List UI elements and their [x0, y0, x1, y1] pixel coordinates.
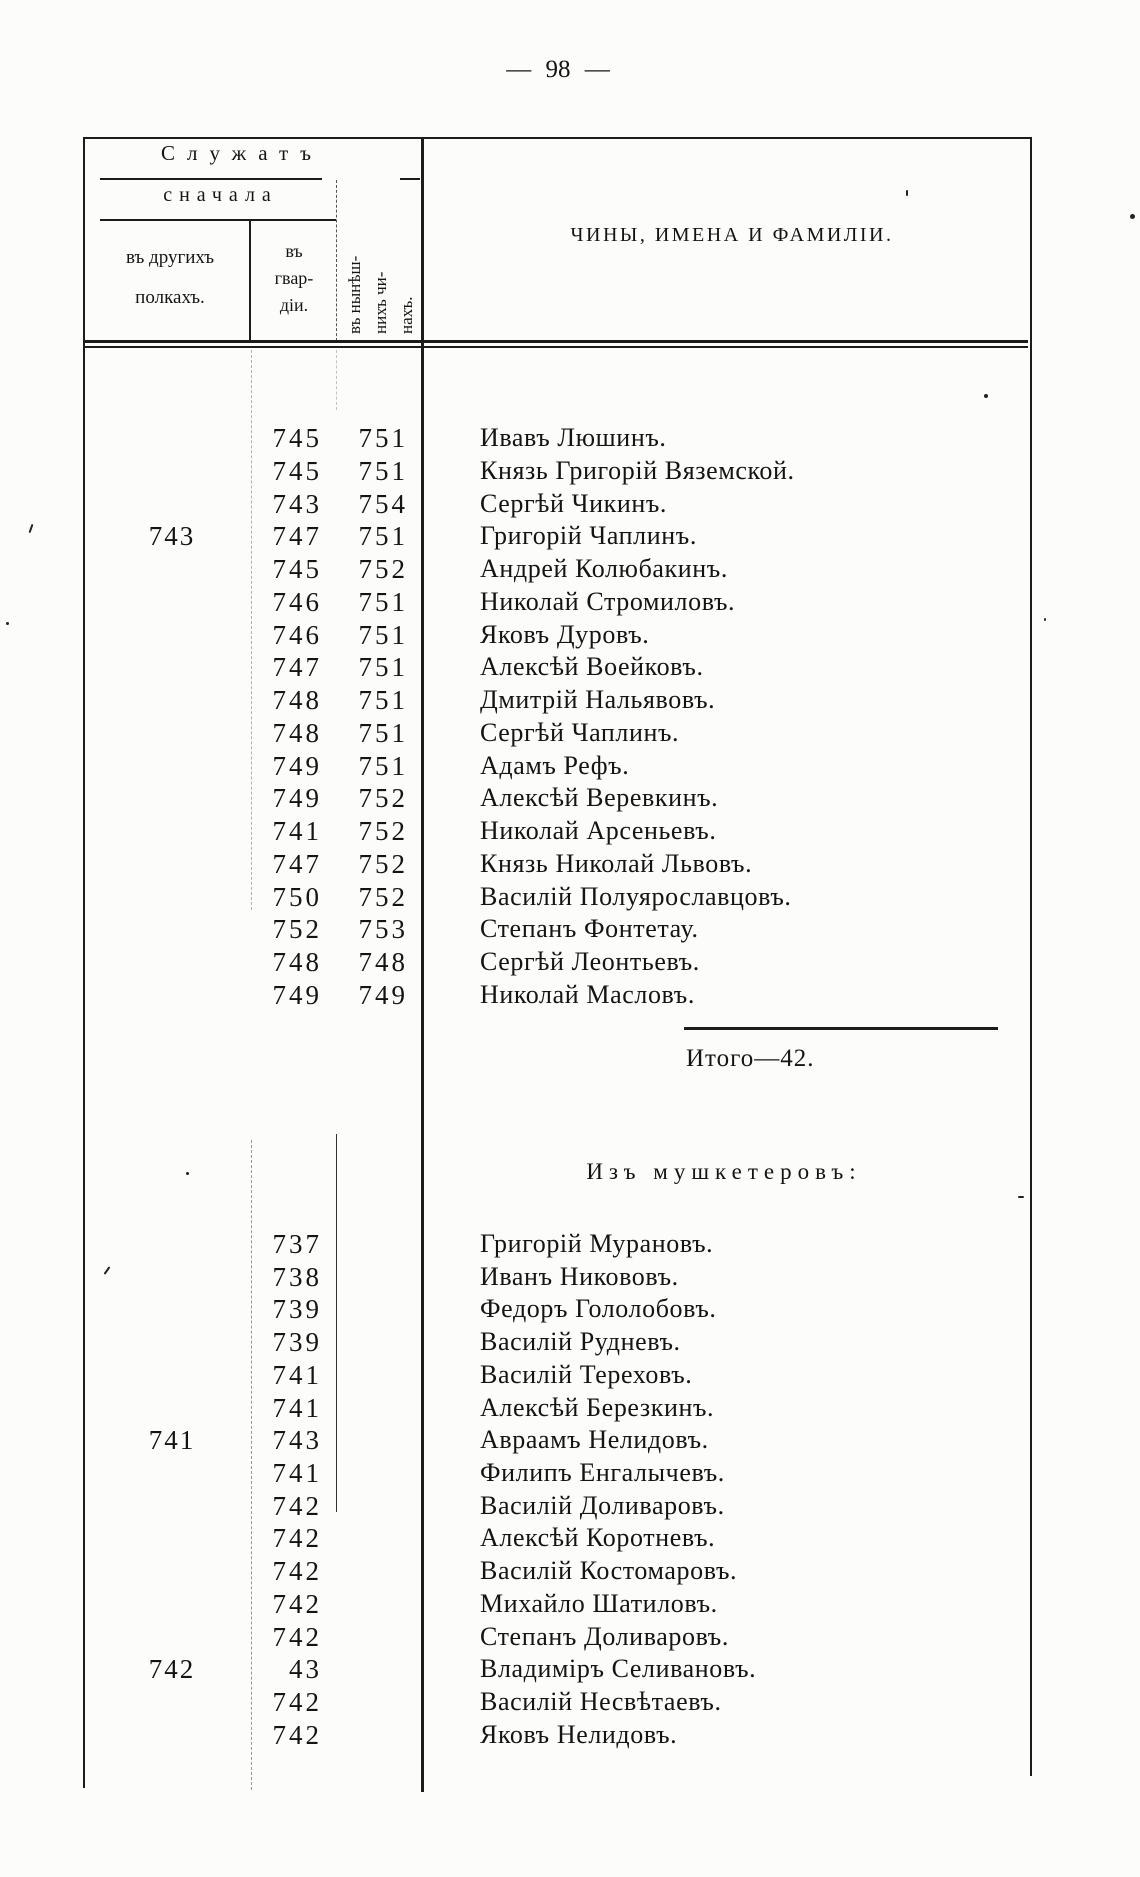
table-row: [0, 684, 1140, 716]
guard-year: 749: [272, 979, 322, 1010]
rank-and-name: Филипъ Енгалычевъ.: [480, 1458, 725, 1488]
rank-and-name: Иванъ Никововъ.: [480, 1261, 679, 1291]
header-guard-line: въ: [285, 241, 303, 261]
table-row: [0, 750, 1140, 782]
header-current-line: въ нынѣш-: [345, 255, 364, 334]
table-row: [0, 1653, 1140, 1685]
scan-speck: [6, 622, 9, 625]
rank-and-name: Алексѣй Коротневъ.: [480, 1523, 716, 1553]
rank-and-name: Князь Николай Львовъ.: [480, 848, 753, 878]
header-serving: Служатъ: [160, 141, 324, 165]
header-current-line: нихъ чи-: [371, 271, 390, 334]
current-rank-year: 752: [358, 848, 408, 879]
table-row: [0, 1686, 1140, 1718]
guard-year: 745: [272, 455, 322, 486]
table-row: [0, 782, 1140, 814]
rank-and-name: Степанъ Фонтетау.: [480, 914, 699, 944]
rank-and-name: Князь Григорій Вяземской.: [480, 455, 795, 485]
table-row: [0, 422, 1140, 454]
header-rule-serving: [100, 178, 322, 180]
table-row: [0, 619, 1140, 651]
header-other-regiments: [90, 238, 250, 318]
scan-speck: [1018, 1196, 1024, 1198]
guard-year: 738: [272, 1261, 322, 1292]
rank-and-name: Ивавъ Люшинъ.: [480, 423, 667, 452]
table-row: [0, 717, 1140, 749]
table-top-border: [84, 137, 1032, 139]
guard-year: 748: [272, 947, 322, 977]
table-row: [0, 1621, 1140, 1653]
guard-year: 749: [272, 783, 322, 814]
body-guide-current: [336, 350, 337, 410]
table-row: [0, 1261, 1140, 1293]
rank-and-name: Василій Доливаровъ.: [480, 1490, 725, 1520]
header-current-ranks: [342, 192, 420, 334]
table-row: [0, 1228, 1140, 1260]
guard-year: 741: [272, 1392, 322, 1423]
rank-and-name: Яковъ Нелидовъ.: [480, 1719, 678, 1749]
scan-speck: [1130, 214, 1135, 219]
guard-year: 742: [272, 1523, 322, 1554]
guard-year: 739: [272, 1327, 322, 1358]
rank-and-name: Василій Полуярославцовъ.: [480, 881, 792, 911]
rank-and-name: Михайло Шатиловъ.: [480, 1588, 718, 1618]
guard-year: 742: [272, 1588, 322, 1619]
total-count: Итого—42.: [686, 1045, 815, 1072]
scan-speck: [1044, 618, 1046, 621]
table-row: [0, 553, 1140, 585]
table-row: [0, 586, 1140, 618]
header-rule-from-start: [100, 219, 336, 221]
rank-and-name: Владиміръ Селивановъ.: [480, 1654, 757, 1684]
current-rank-year: 751: [358, 586, 408, 617]
scan-speck: [984, 394, 988, 398]
rank-and-name: Федоръ Гололобовъ.: [480, 1294, 717, 1324]
guard-year: 752: [272, 914, 322, 945]
current-rank-year: 751: [358, 750, 408, 781]
table-row: [0, 1522, 1140, 1554]
guard-year: 746: [272, 586, 322, 617]
guard-year: 43: [289, 1654, 322, 1685]
header-other-line: полкахъ.: [135, 287, 205, 308]
other-regiments-year: 743: [148, 521, 196, 552]
guard-year: 745: [272, 554, 322, 584]
current-rank-year: 751: [358, 685, 408, 715]
current-rank-year: 751: [358, 652, 408, 683]
current-rank-year: 749: [358, 979, 408, 1010]
guard-year: 750: [272, 881, 322, 912]
guard-year: 747: [272, 652, 322, 683]
rank-and-name: Николай Стромиловъ.: [480, 586, 736, 616]
current-rank-year: 754: [358, 488, 408, 519]
guard-year: 742: [272, 1556, 322, 1587]
rank-and-name: Дмитрій Нальявовъ.: [480, 685, 716, 714]
header-current-line: нахъ.: [397, 296, 416, 334]
table-row: [0, 815, 1140, 847]
header-other-line: въ другихъ: [125, 247, 215, 268]
table-row: [0, 1293, 1140, 1325]
rank-and-name: Сергѣй Чикинъ.: [480, 488, 668, 518]
header-ranks-names: ЧИНЫ, ИМЕНА И ФАМИЛІИ.: [570, 224, 894, 246]
header-guard: [252, 238, 336, 319]
table-row: [0, 1457, 1140, 1489]
total-rule: [684, 1027, 998, 1030]
guard-year: 741: [272, 1458, 322, 1489]
table-row: [0, 1588, 1140, 1620]
current-rank-year: 748: [358, 947, 408, 977]
guard-year: 741: [272, 1359, 322, 1390]
current-rank-year: 753: [358, 914, 408, 945]
table-row: [0, 1392, 1140, 1424]
current-rank-year: 752: [358, 554, 408, 584]
header-guard-line: діи.: [279, 295, 309, 315]
rank-and-name: Степанъ Доливаровъ.: [480, 1621, 729, 1651]
other-regiments-year: 741: [148, 1425, 196, 1456]
guard-year: 742: [272, 1719, 322, 1750]
current-rank-year: 751: [358, 423, 408, 453]
rank-and-name: Григорій Мурановъ.: [480, 1229, 714, 1258]
guard-year: 741: [272, 816, 322, 846]
table-row: [0, 1424, 1140, 1456]
header-rule-serving-short: [400, 178, 420, 180]
table-row: [0, 651, 1140, 683]
rank-and-name: Николай Арсеньевъ.: [480, 816, 717, 845]
header-double-rule-top: [84, 340, 1028, 343]
rank-and-name: Сергѣй Леонтьевъ.: [480, 947, 700, 976]
table-row: [0, 881, 1140, 913]
section-title-musketeers: Изъ мушкетеровъ:: [586, 1159, 862, 1184]
current-rank-year: 752: [358, 881, 408, 912]
guard-year: 742: [272, 1621, 322, 1652]
scan-speck: [906, 190, 908, 196]
rank-and-name: Андрей Колюбакинъ.: [480, 554, 728, 583]
current-rank-year: 752: [358, 816, 408, 846]
rank-and-name: Адамъ Рефъ.: [480, 750, 630, 780]
current-rank-year: 751: [358, 619, 408, 650]
guard-year: 747: [272, 848, 322, 879]
table-row: [0, 913, 1140, 945]
table-row: [0, 488, 1140, 520]
rank-and-name: Василій Несвѣтаевъ.: [480, 1687, 722, 1717]
table-row: [0, 979, 1140, 1011]
current-rank-year: 752: [358, 783, 408, 814]
header-guard-line: гвар-: [274, 268, 314, 288]
header-from-start: сначала: [163, 184, 278, 206]
rank-and-name: Сергѣй Чаплинъ.: [480, 717, 680, 747]
rank-and-name: Григорій Чаплинъ.: [480, 521, 697, 551]
table-row: [0, 946, 1140, 978]
table-row: [0, 1555, 1140, 1587]
rank-and-name: Василій Рудневъ.: [480, 1327, 681, 1357]
guard-year: 747: [272, 521, 322, 552]
rank-and-name: Алексѣй Воейковъ.: [480, 652, 704, 682]
guard-year: 748: [272, 717, 322, 748]
guard-year: 746: [272, 619, 322, 650]
other-regiments-year: 742: [148, 1654, 196, 1685]
header-double-rule-bottom: [84, 346, 1028, 348]
rank-and-name: Алексѣй Веревкинъ.: [480, 783, 719, 813]
guard-year: 742: [272, 1490, 322, 1521]
rank-and-name: Василій Костомаровъ.: [480, 1556, 738, 1586]
page-number: — 98 —: [506, 56, 610, 83]
guard-year: 743: [272, 1425, 322, 1456]
guard-year: 748: [272, 685, 322, 715]
current-rank-year: 751: [358, 521, 408, 552]
guard-year: 739: [272, 1294, 322, 1325]
guard-year: 749: [272, 750, 322, 781]
current-rank-year: 751: [358, 455, 408, 486]
rank-and-name: Авраамъ Нелидовъ.: [480, 1425, 709, 1455]
rank-and-name: Яковъ Дуровъ.: [480, 619, 650, 649]
rank-and-name: Василій Тереховъ.: [480, 1359, 693, 1389]
rank-and-name: Алексѣй Березкинъ.: [480, 1392, 715, 1422]
guard-year: 745: [272, 423, 322, 453]
rank-and-name: Николай Масловъ.: [480, 979, 695, 1009]
header-divider-guard-current: [336, 180, 337, 341]
current-rank-year: 751: [358, 717, 408, 748]
table-row: [0, 1490, 1140, 1522]
guard-year: 742: [272, 1687, 322, 1718]
table-row: [0, 1719, 1140, 1751]
scan-speck: [186, 1172, 189, 1175]
guard-year: 743: [272, 488, 322, 519]
guard-year: 737: [272, 1229, 322, 1259]
table-row: [0, 520, 1140, 552]
table-row: [0, 455, 1140, 487]
table-row: [0, 1326, 1140, 1358]
table-row: [0, 1359, 1140, 1391]
table-row: [0, 848, 1140, 880]
